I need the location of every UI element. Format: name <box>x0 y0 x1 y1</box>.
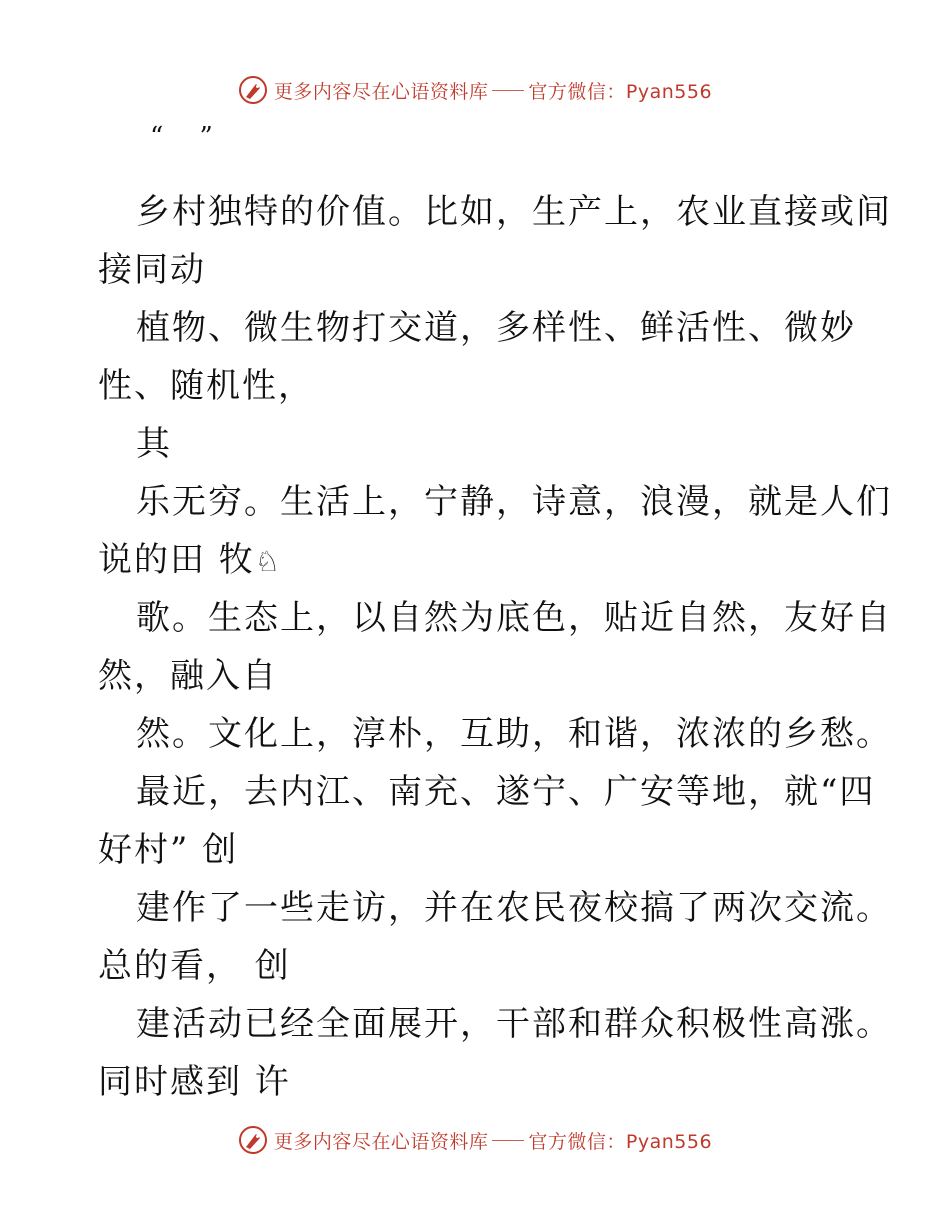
text-line-11: 最近，去内江、南充、遂宁、广安等地，就“四 <box>136 772 876 812</box>
pen-nib-logo-icon <box>238 1125 268 1155</box>
text-line-8: 歌。生态上，以自然为底色，贴近自然，友好自 <box>136 598 892 638</box>
knight-glyph-icon: ♘ <box>254 545 282 578</box>
text-line-14: 总的看， 创 <box>98 946 291 986</box>
text-line-10: 然。文化上，淳朴，互助，和谐，浓浓的乡愁。 <box>136 714 892 754</box>
header-banner <box>0 70 950 110</box>
text-line-9: 然，融入自 <box>98 656 278 696</box>
text-line-12: 好村” 创 <box>98 830 239 870</box>
text-line-5: 其 <box>136 424 172 464</box>
header-subtitle: 官方微信：Pyan556 <box>528 80 713 103</box>
text-line-4: 性、随机性， <box>98 366 314 406</box>
text-line-16: 同时感到 许 <box>98 1062 291 1102</box>
text-line-7 <box>98 532 858 581</box>
text-line-1: 乡村独特的价值。比如，生产上，农业直接或间 <box>136 192 892 232</box>
header-divider <box>492 90 524 91</box>
footer-title: 更多内容尽在心语资料库 <box>273 1130 489 1153</box>
quote-marks: “ ” <box>150 122 227 152</box>
footer-subtitle: 官方微信：Pyan556 <box>528 1130 713 1153</box>
footer-divider <box>492 1140 524 1141</box>
text-line-13: 建作了一些走访，并在农民夜校搞了两次交流。 <box>136 888 892 928</box>
text-line-2: 接同动 <box>98 250 206 290</box>
pen-nib-logo-icon <box>238 75 268 105</box>
header-title: 更多内容尽在心语资料库 <box>273 80 489 103</box>
text-line-15: 建活动已经全面展开，干部和群众积极性高涨。 <box>136 1004 892 1044</box>
text-line-6: 乐无穷。生活上，宁静，诗意，浪漫，就是人们 <box>136 482 892 522</box>
footer-banner <box>0 1120 950 1160</box>
text-line-7-text: 说的田 牧 <box>98 540 255 580</box>
text-line-3: 植物、微生物打交道，多样性、鲜活性、微妙 <box>136 308 856 348</box>
